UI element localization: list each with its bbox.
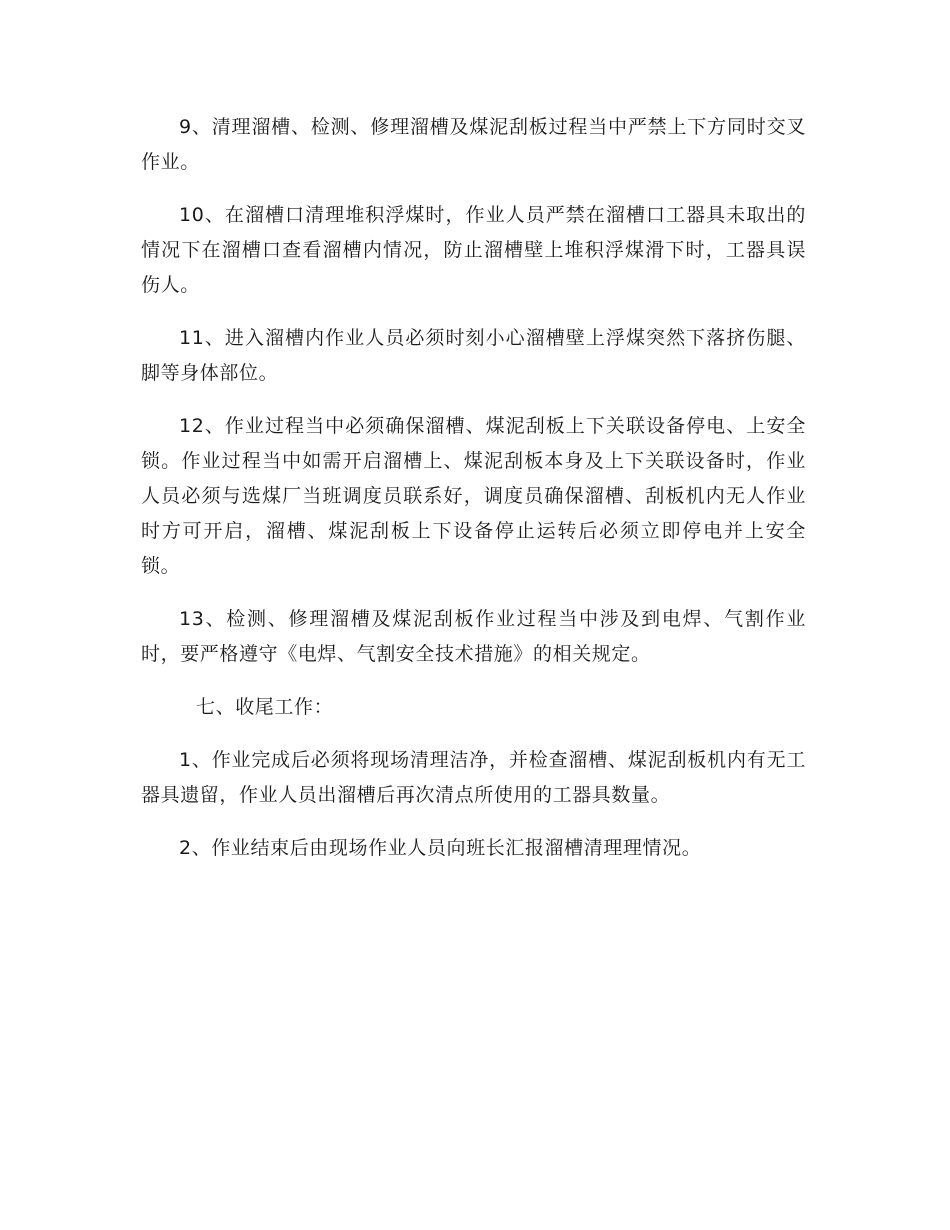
closing-item-2: 2、作业结束后由现场作业人员向班长汇报溜槽清理理情况。 [179,837,702,859]
paragraph-item-10: 10、在溜槽口清理堆积浮煤时，作业人员严禁在溜槽口工器具未取出的情况下在溜槽口查看溜槽内情况，防止溜槽壁上堆积浮煤滑下时，工器具误伤人。 [141,204,806,296]
document-body [141,110,806,884]
paragraph-item-13: 13、检测、修理溜槽及煤泥刮板作业过程当中涉及到电焊、气割作业时，要严格遵守《电焊、气割安全技术措施》的相关规定。 [141,608,806,665]
section-heading: 七、收尾工作： [196,696,334,718]
paragraph-item-9: 9、清理溜槽、检测、修理溜槽及煤泥刮板过程当中严禁上下方同时交叉作业。 [141,116,806,173]
closing-item-1: 1、作业完成后必须将现场清理洁净，并检查溜槽、煤泥刮板机内有无工器具遗留，作业人员出溜槽后再次清点所使用的工器具数量。 [141,749,806,806]
paragraph-item-11: 11、进入溜槽内作业人员必须时刻小心溜槽壁上浮煤突然下落挤伤腿、脚等身体部位。 [141,327,806,384]
paragraph-item-12: 12、作业过程当中必须确保溜槽、煤泥刮板上下关联设备停电、上安全锁。作业过程当中如需开启溜槽上、煤泥刮板本身及上下关联设备时，作业人员必须与选煤厂当班调度员联系好，调度员确保溜槽、刮板机内无人作业时方可开启，溜槽、煤泥刮板上下设备停止运转后必须立即停电并上安全锁。 [141,415,806,577]
